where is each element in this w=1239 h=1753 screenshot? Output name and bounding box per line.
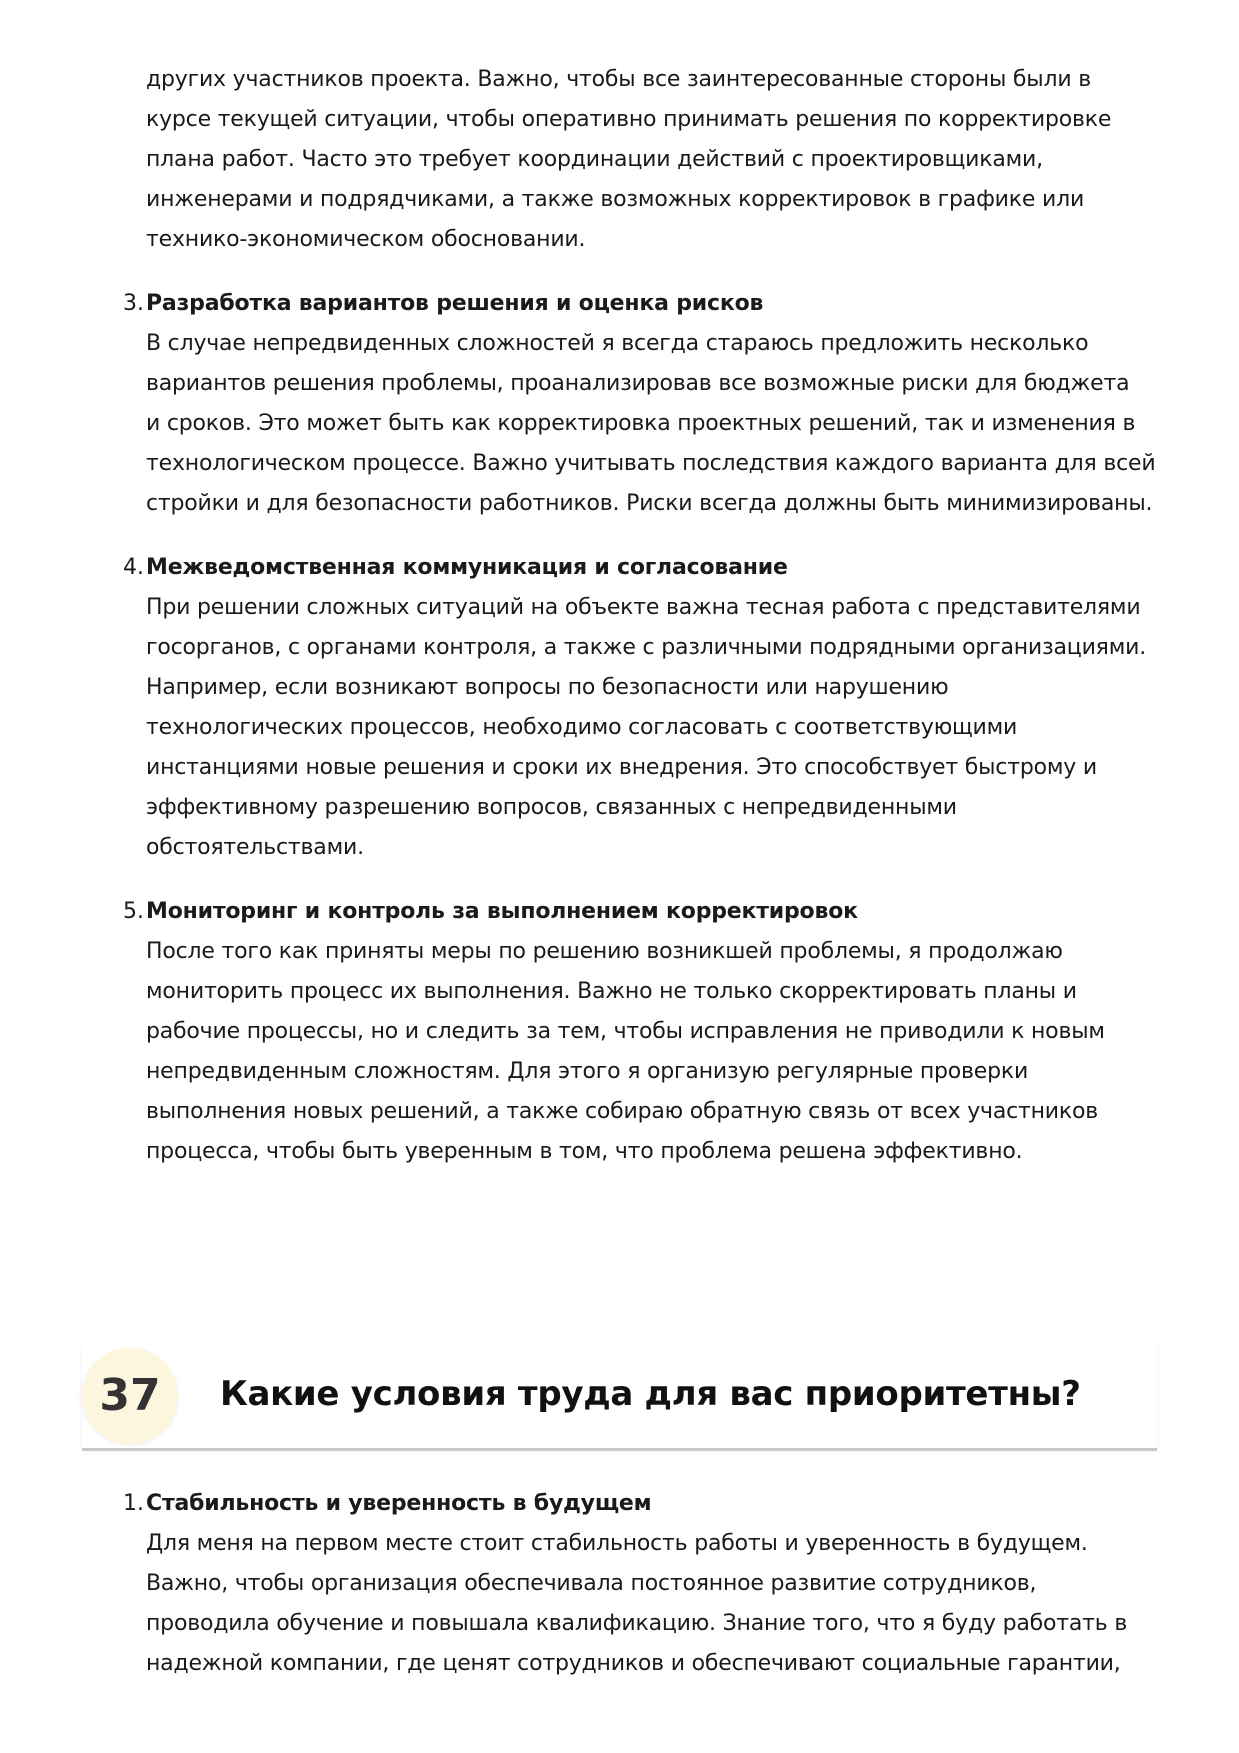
list-item-body	[146, 932, 1166, 1172]
question-title: Какие условия труда для вас приоритетны?	[220, 1374, 1081, 1414]
body-line: В случае непредвиденных сложностей я всегда стараюсь предложить несколько	[146, 331, 1089, 356]
body-line: Для меня на первом месте стоит стабильность работы и уверенность в будущем.	[146, 1531, 1088, 1556]
body-line: технологических процессов, необходимо согласовать с соответствующими	[146, 715, 1018, 740]
body-line: мониторить процесс их выполнения. Важно не только скорректировать планы и	[146, 979, 1077, 1004]
body-line: Важно, чтобы организация обеспечивала постоянное развитие сотрудников,	[146, 1571, 1037, 1596]
list-item-number: 1.	[123, 1491, 144, 1516]
body-line: и сроков. Это может быть как корректировка проектных решений, так и изменения в	[146, 411, 1136, 436]
list-item-body	[146, 588, 1166, 868]
intro-paragraph	[146, 60, 1166, 260]
body-line: надежной компании, где ценят сотрудников и обеспечивают социальные гарантии,	[146, 1651, 1121, 1676]
list-item-number: 5.	[123, 899, 144, 924]
intro-line: технико-экономическом обосновании.	[146, 227, 586, 252]
body-line: При решении сложных ситуаций на объекте важна тесная работа с представителями	[146, 595, 1141, 620]
body-line: вариантов решения проблемы, проанализировав все возможные риски для бюджета	[146, 371, 1130, 396]
intro-line: других участников проекта. Важно, чтобы все заинтересованные стороны были в	[146, 67, 1091, 92]
list-item-4	[123, 548, 1166, 868]
body-line: После того как приняты меры по решению возникшей проблемы, я продолжаю	[146, 939, 1063, 964]
list-item-title: Разработка вариантов решения и оценка рисков	[146, 291, 764, 316]
body-line: процесса, чтобы быть уверенным в том, что проблема решена эффективно.	[146, 1139, 1023, 1164]
body-line: стройки и для безопасности работников. Риски всегда должны быть минимизированы.	[146, 491, 1153, 516]
body-line: Например, если возникают вопросы по безопасности или нарушению	[146, 675, 949, 700]
list-item-body	[146, 324, 1166, 524]
question-header-divider	[82, 1448, 1157, 1451]
intro-line: плана работ. Часто это требует координации действий с проектировщиками,	[146, 147, 1043, 172]
list-item-number: 3.	[123, 291, 144, 316]
body-line: обстоятельствами.	[146, 835, 364, 860]
list-item-number: 4.	[123, 555, 144, 580]
body-line: проводила обучение и повышала квалификацию. Знание того, что я буду работать в	[146, 1611, 1128, 1636]
body-line: выполнения новых решений, а также собираю обратную связь от всех участников	[146, 1099, 1099, 1124]
intro-line: курсе текущей ситуации, чтобы оперативно принимать решения по корректировке	[146, 107, 1112, 132]
body-line: технологическом процессе. Важно учитывать последствия каждого варианта для всей	[146, 451, 1156, 476]
list-item-5	[123, 892, 1166, 1172]
body-line: эффективному разрешению вопросов, связанных с непредвиденными	[146, 795, 957, 820]
question-number-badge: 37	[82, 1348, 178, 1444]
body-line: непредвиденным сложностям. Для этого я организую регулярные проверки	[146, 1059, 1029, 1084]
body-line: инстанциями новые решения и сроки их внедрения. Это способствует быстрому и	[146, 755, 1097, 780]
question-header	[82, 1344, 1157, 1452]
list-item-title: Межведомственная коммуникация и согласование	[146, 555, 788, 580]
list-item-body	[146, 1524, 1166, 1684]
answer-item-1	[123, 1484, 1166, 1684]
intro-line: инженерами и подрядчиками, а также возможных корректировок в графике или	[146, 187, 1085, 212]
body-line: рабочие процессы, но и следить за тем, чтобы исправления не приводили к новым	[146, 1019, 1105, 1044]
list-item-title: Мониторинг и контроль за выполнением корректировок	[146, 899, 858, 924]
body-line: госорганов, с органами контроля, а также с различными подрядными организациями.	[146, 635, 1147, 660]
list-item-3	[123, 284, 1166, 524]
list-item-title: Стабильность и уверенность в будущем	[146, 1491, 652, 1516]
